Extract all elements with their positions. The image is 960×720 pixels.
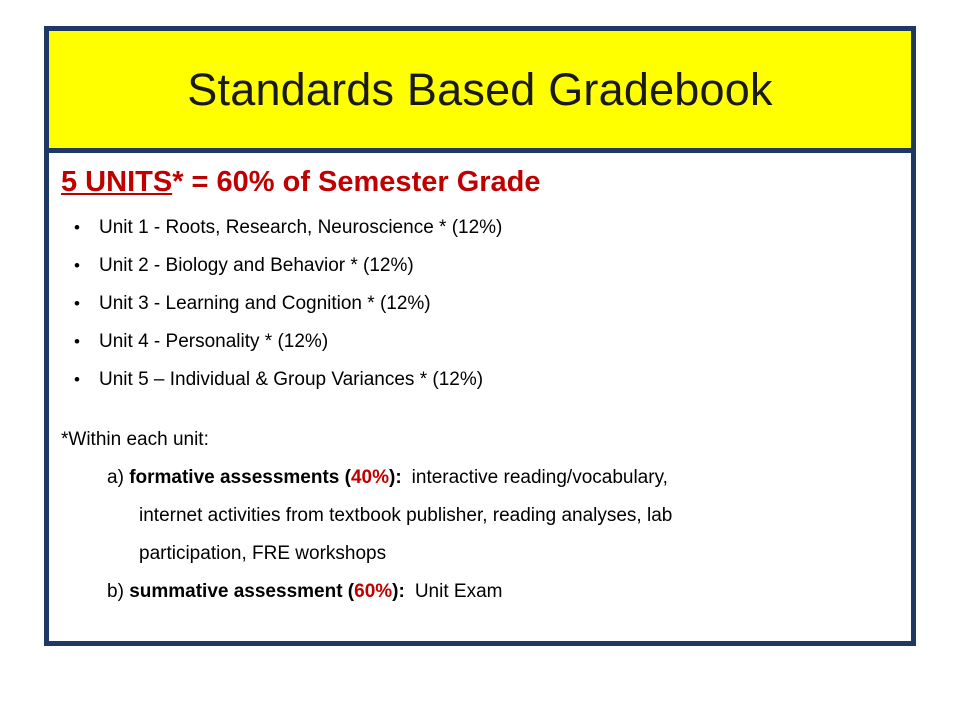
title-band [49,31,911,153]
list-item [61,329,899,355]
unit-1-label: Unit 1 - Roots, Research, Neuroscience * (12%) [99,217,503,238]
unit-5-label: Unit 5 – Individual & Group Variances * (12%) [99,369,484,390]
formative-prefix: a) [107,467,130,488]
slide-title: Standards Based Gradebook [187,63,773,115]
list-item [61,253,899,279]
summative-label: summative assessment (60%): [129,581,405,602]
summative-prefix: b) [107,581,130,602]
unit-3-label: Unit 3 - Learning and Cognition * (12%) [99,293,431,314]
units-heading-count: 5 UNITS [61,166,173,198]
formative-label: formative assessments (40%): [129,467,402,488]
slide-frame [44,26,916,646]
slide-content [61,166,899,605]
bullet-icon: • [74,256,80,275]
unit-4-label: Unit 4 - Personality * (12%) [99,331,329,352]
units-list [61,215,899,393]
bullet-icon: • [74,370,80,389]
unit-2-label: Unit 2 - Biology and Behavior * (12%) [99,255,414,276]
summative-percent: 60% [354,581,393,602]
bullet-icon: • [74,218,80,237]
formative-text: interactive reading/vocabulary, [411,467,668,488]
formative-continuation-2: participation, FRE workshops [139,543,387,564]
summative-text: Unit Exam [414,581,503,602]
units-heading [61,166,899,199]
bullet-icon: • [74,294,80,313]
list-item [61,367,899,393]
list-item [61,215,899,241]
list-item [61,291,899,317]
within-unit-note: *Within each unit: [61,429,209,450]
bullet-icon: • [74,332,80,351]
formative-continuation-1: internet activities from textbook publisher, reading analyses, lab [139,505,673,526]
units-heading-rest: * = 60% of Semester Grade [172,166,541,198]
summative-line [107,579,899,605]
formative-line [107,465,899,491]
formative-percent: 40% [350,467,389,488]
